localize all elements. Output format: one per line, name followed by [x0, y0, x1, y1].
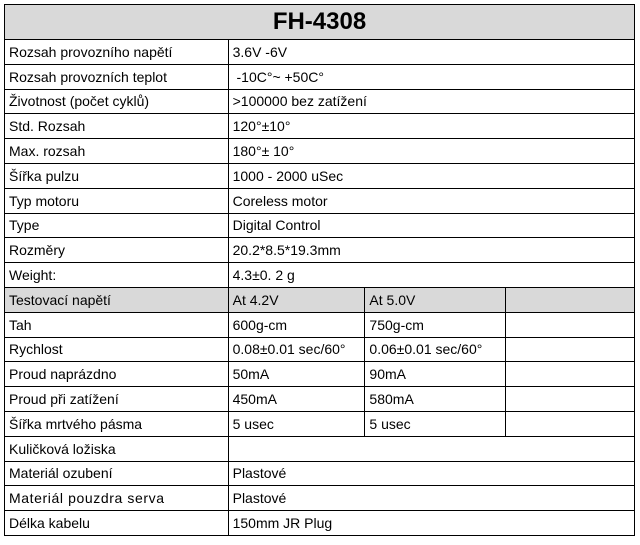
row-label: Rozsah provozních teplot [5, 64, 229, 89]
row-label: Životnost (počet cyklů) [5, 89, 229, 114]
value-4-2v: 0.08±0.01 sec/60° [228, 337, 365, 362]
table-row [5, 238, 635, 263]
table-row [5, 511, 635, 536]
table-row [5, 139, 635, 164]
row-label: Std. Rozsah [5, 114, 229, 139]
table-title: FH-4308 [5, 5, 635, 40]
table-row [5, 337, 635, 362]
empty-cell [506, 312, 635, 337]
row-label: Tah [5, 312, 229, 337]
row-value: 150mm JR Plug [228, 511, 634, 536]
row-value: -10C°~ +50C° [228, 64, 634, 89]
row-value: 20.2*8.5*19.3mm [228, 238, 634, 263]
empty-cell [506, 287, 635, 312]
row-label: Materiál pouzdra serva [5, 486, 229, 511]
row-label: Šířka pulzu [5, 163, 229, 188]
table-row [5, 387, 635, 412]
table-row [5, 486, 635, 511]
table-row [5, 163, 635, 188]
row-value: 180°± 10° [228, 139, 634, 164]
value-4-2v: 50mA [228, 362, 365, 387]
row-label: Proud naprázdno [5, 362, 229, 387]
table-row [5, 263, 635, 288]
value-5-0v: 750g-cm [365, 312, 506, 337]
table-row [5, 362, 635, 387]
row-label: Šířka mrtvého pásma [5, 411, 229, 436]
row-value: Digital Control [228, 213, 634, 238]
row-value: Plastové [228, 486, 634, 511]
spec-table [4, 4, 635, 536]
table-row [5, 64, 635, 89]
row-label: Materiál ozubení [5, 461, 229, 486]
table-row [5, 411, 635, 436]
empty-cell [506, 411, 635, 436]
row-label: Rychlost [5, 337, 229, 362]
row-value: 4.3±0. 2 g [228, 263, 634, 288]
row-value: 120°±10° [228, 114, 634, 139]
table-row [5, 213, 635, 238]
empty-cell [506, 362, 635, 387]
value-4-2v: 450mA [228, 387, 365, 412]
row-value [228, 436, 634, 461]
row-value: Plastové [228, 461, 634, 486]
empty-cell [506, 387, 635, 412]
row-label: Rozměry [5, 238, 229, 263]
test-header-row [5, 287, 635, 312]
table-row [5, 461, 635, 486]
row-value: 1000 - 2000 uSec [228, 163, 634, 188]
value-4-2v: 600g-cm [228, 312, 365, 337]
row-label: Max. rozsah [5, 139, 229, 164]
row-label: Proud při zatížení [5, 387, 229, 412]
empty-cell [506, 337, 635, 362]
row-value: >100000 bez zatížení [228, 89, 634, 114]
row-value: Coreless motor [228, 188, 634, 213]
row-label: Weight: [5, 263, 229, 288]
table-row [5, 312, 635, 337]
value-4-2v: At 4.2V [228, 287, 365, 312]
table-row [5, 436, 635, 461]
value-5-0v: 0.06±0.01 sec/60° [365, 337, 506, 362]
value-5-0v: 90mA [365, 362, 506, 387]
table-row [5, 89, 635, 114]
value-4-2v: 5 usec [228, 411, 365, 436]
title-row [5, 5, 635, 40]
table-row [5, 188, 635, 213]
row-label: Délka kabelu [5, 511, 229, 536]
value-5-0v: At 5.0V [365, 287, 506, 312]
row-label: Type [5, 213, 229, 238]
row-label: Rozsah provozního napětí [5, 40, 229, 65]
row-label: Testovací napětí [5, 287, 229, 312]
row-value: 3.6V -6V [228, 40, 634, 65]
table-row [5, 40, 635, 65]
row-label: Kuličková ložiska [5, 436, 229, 461]
row-label: Typ motoru [5, 188, 229, 213]
table-row [5, 114, 635, 139]
value-5-0v: 5 usec [365, 411, 506, 436]
value-5-0v: 580mA [365, 387, 506, 412]
